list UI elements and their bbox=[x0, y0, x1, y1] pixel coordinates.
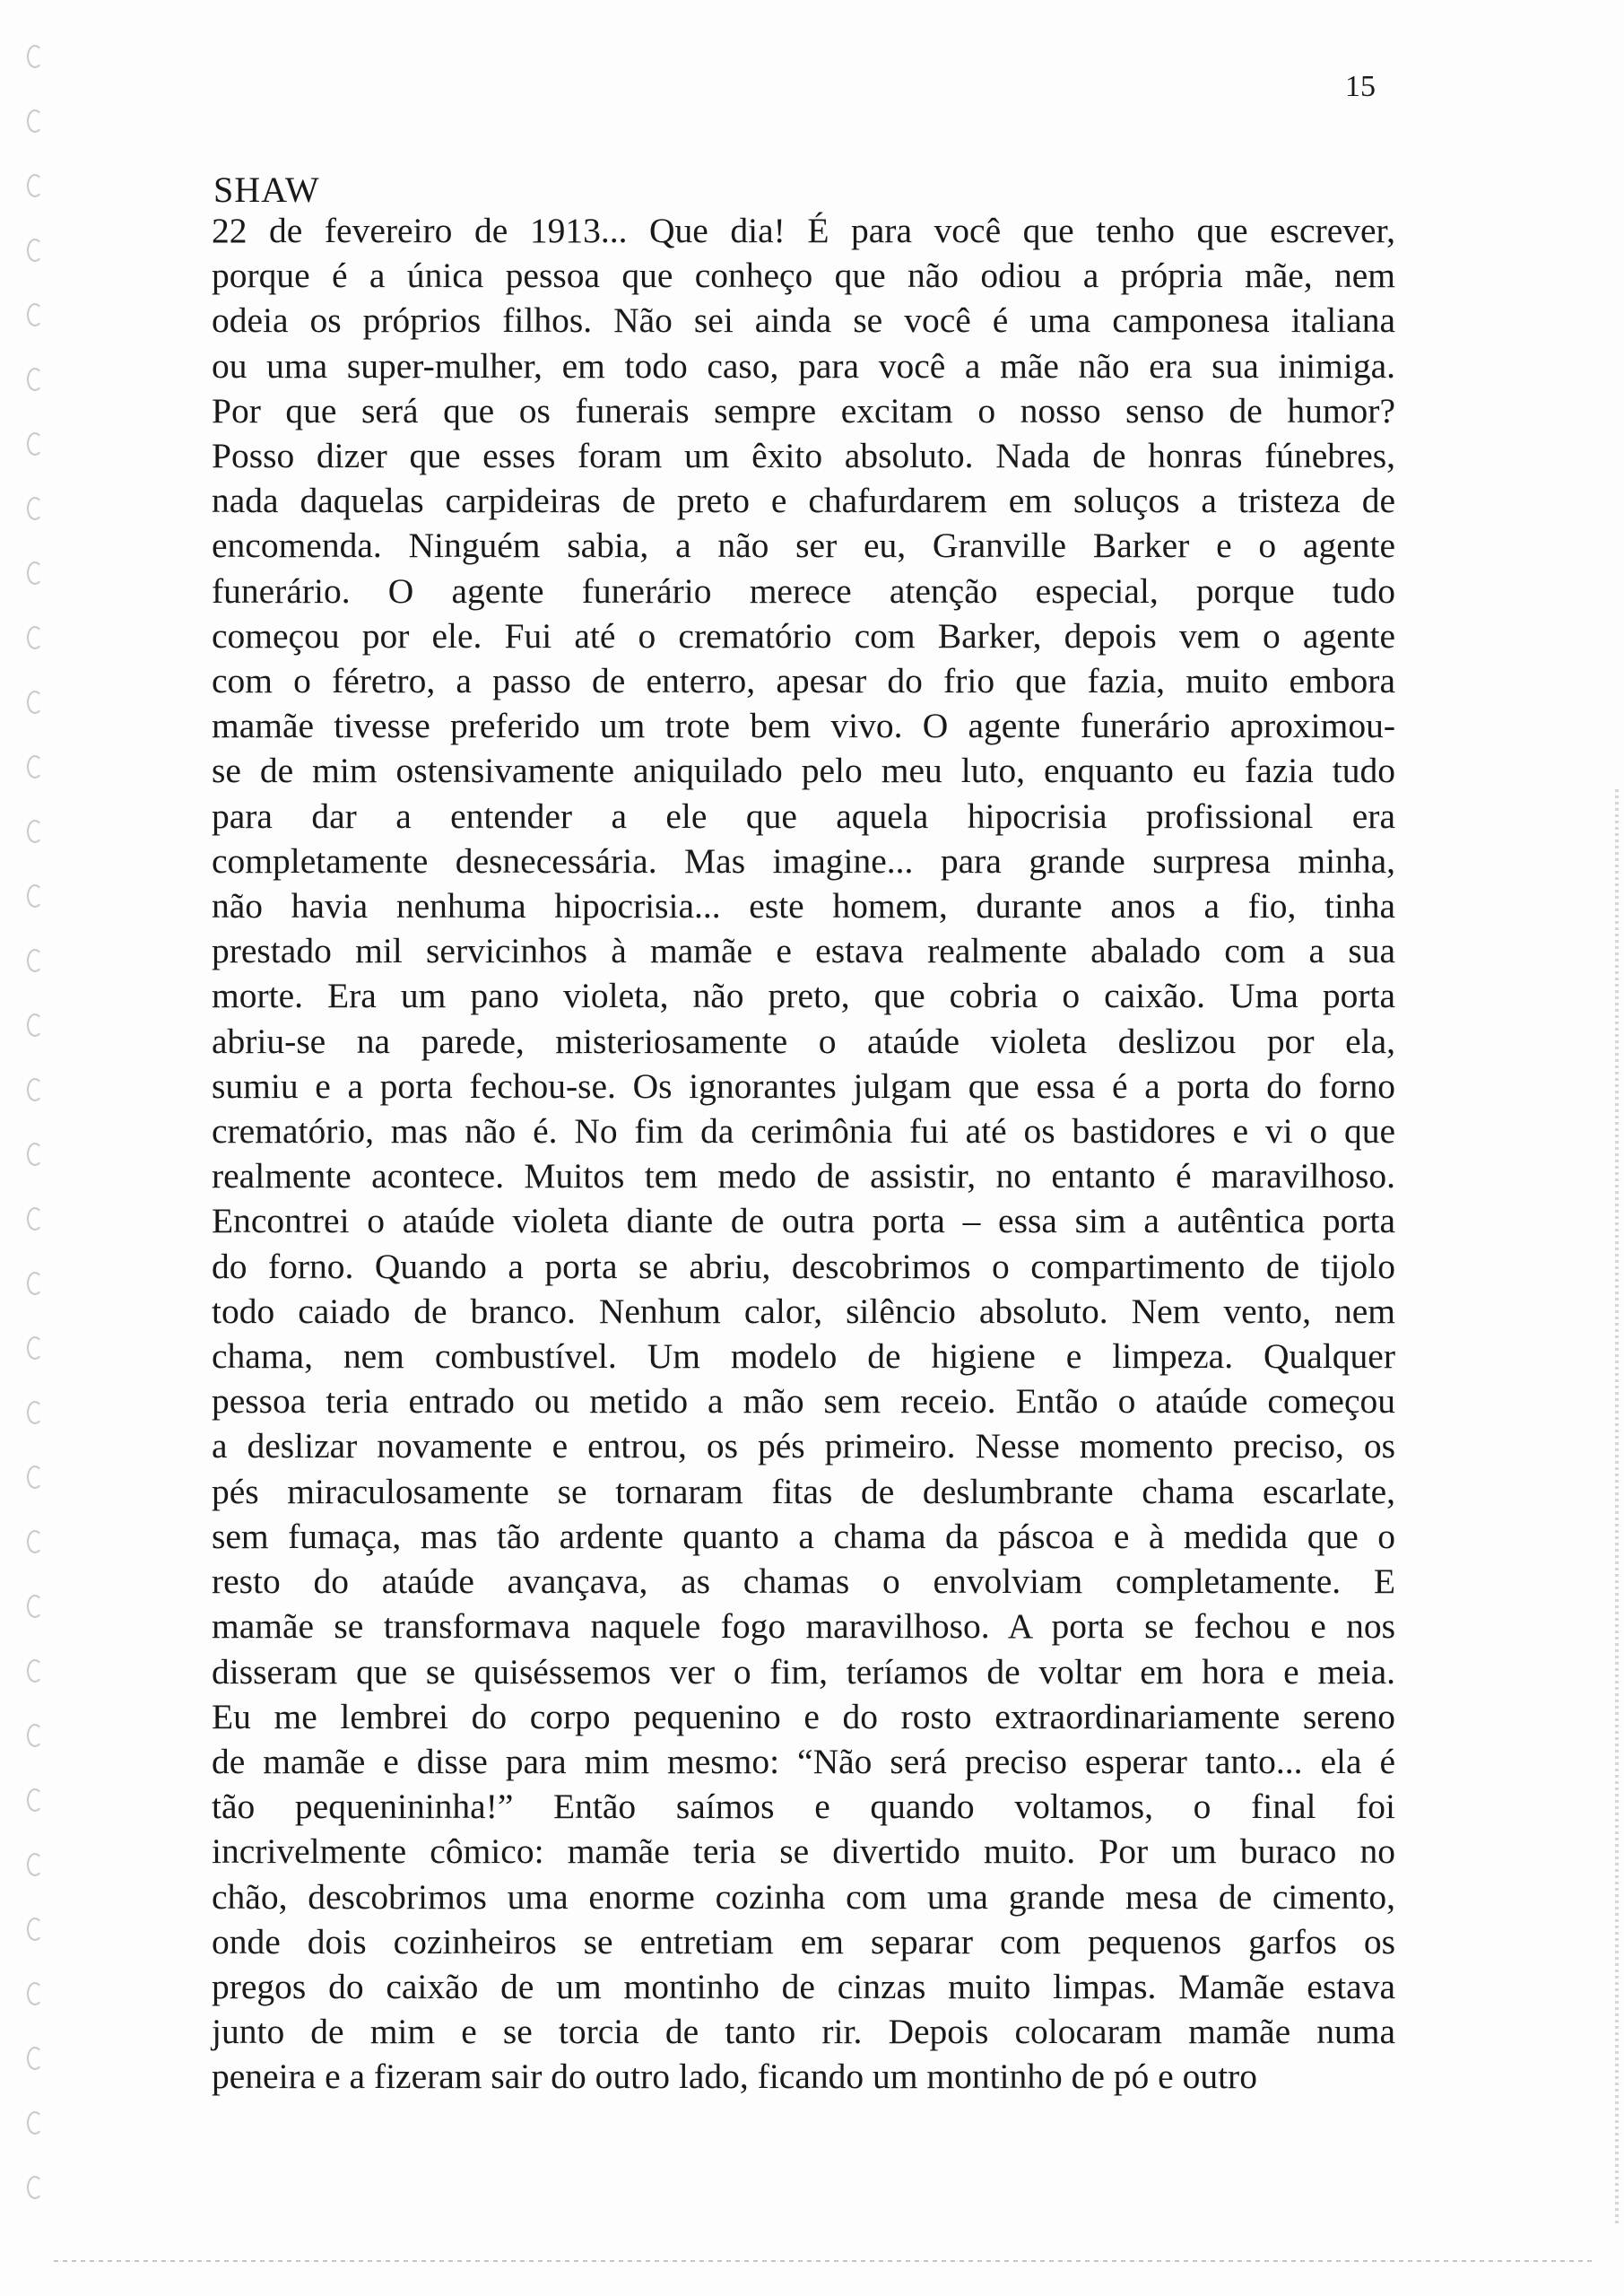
binding-hole bbox=[27, 303, 43, 326]
binding-hole bbox=[27, 884, 43, 908]
text-line: Encontrei o ataúde violeta diante de outra porta – essa sim a autêntica porta bbox=[212, 1201, 1395, 1241]
text-line: todo caiado de branco. Nenhum calor, silêncio absoluto. Nem vento, nem bbox=[212, 1291, 1395, 1331]
scan-edge-bottom bbox=[54, 2260, 1596, 2262]
binding-hole bbox=[27, 755, 43, 778]
text-line: para dar a entender a ele que aquela hipocrisia profissional era bbox=[212, 796, 1395, 836]
text-line: odeia os próprios filhos. Não sei ainda se você é uma camponesa italiana bbox=[212, 300, 1395, 341]
text-line: crematório, mas não é. No fim da cerimônia fui até os bastidores e vi o que bbox=[212, 1111, 1395, 1152]
text-line: peneira e a fizeram sair do outro lado, ficando um montinho de pó e outro bbox=[212, 2057, 1257, 2097]
binding-hole bbox=[27, 1143, 43, 1166]
text-line: Eu me lembrei do corpo pequenino e do rosto extraordinariamente sereno bbox=[212, 1696, 1395, 1736]
text-line: resto do ataúde avançava, as chamas o envolviam completamente. E bbox=[212, 1561, 1395, 1602]
binding-hole bbox=[27, 497, 43, 520]
binding-hole bbox=[27, 1272, 43, 1295]
text-line: do forno. Quando a porta se abriu, descobrimos o compartimento de tijolo bbox=[212, 1246, 1395, 1286]
binding-hole bbox=[27, 949, 43, 972]
binding-hole bbox=[27, 1982, 43, 2005]
binding-hole bbox=[27, 2047, 43, 2070]
body-paragraph bbox=[212, 208, 1395, 2100]
text-line: com o féretro, a passo de enterro, apesar do frio que fazia, muito embora bbox=[212, 661, 1395, 701]
section-heading: SHAW bbox=[213, 170, 320, 210]
text-line: Posso dizer que esses foram um êxito absoluto. Nada de honras fúnebres, bbox=[212, 436, 1395, 476]
binding-hole bbox=[27, 1078, 43, 1101]
text-line: sumiu e a porta fechou-se. Os ignorantes julgam que essa é a porta do forno bbox=[212, 1065, 1395, 1106]
text-line: de mamãe e disse para mim mesmo: “Não será preciso esperar tanto... ela é bbox=[212, 1741, 1395, 1781]
binding-hole bbox=[27, 368, 43, 391]
binding-hole bbox=[27, 45, 43, 68]
text-line: encomenda. Ninguém sabia, a não ser eu, Granville Barker e o agente bbox=[212, 526, 1395, 566]
binding-hole bbox=[27, 626, 43, 649]
text-line: Por que será que os funerais sempre excitam o nosso senso de humor? bbox=[212, 390, 1395, 430]
text-line: tão pequenininha!” Então saímos e quando voltamos, o final foi bbox=[212, 1787, 1395, 1827]
text-line: mamãe tivesse preferido um trote bem vivo. O agente funerário aproximou- bbox=[212, 706, 1395, 746]
binding-hole bbox=[27, 561, 43, 585]
text-line: a deslizar novamente e entrou, os pés primeiro. Nesse momento preciso, os bbox=[212, 1426, 1395, 1466]
text-line: 22 de fevereiro de 1913... Que dia! É para você que tenho que escrever, bbox=[212, 211, 1395, 250]
text-line: incrivelmente cômico: mamãe teria se divertido muito. Por um buraco no bbox=[212, 1831, 1395, 1872]
scan-edge-right bbox=[1615, 789, 1619, 2224]
binding-hole bbox=[27, 1724, 43, 1747]
binding-hole bbox=[27, 1918, 43, 1941]
binding-hole bbox=[27, 1853, 43, 1876]
text-line: pés miraculosamente se tornaram fitas de deslumbrante chama escarlate, bbox=[212, 1471, 1395, 1511]
text-line: onde dois cozinheiros se entretiam em separar com pequenos garfos os bbox=[212, 1921, 1395, 1961]
binding-holes bbox=[20, 36, 65, 2260]
binding-hole bbox=[27, 1465, 43, 1489]
text-line: começou por ele. Fui até o crematório com Barker, depois vem o agente bbox=[212, 615, 1395, 656]
binding-hole bbox=[27, 1013, 43, 1037]
text-line: pessoa teria entrado ou metido a mão sem receio. Então o ataúde começou bbox=[212, 1381, 1395, 1422]
text-line: realmente acontece. Muitos tem medo de assistir, no entanto é maravilhoso. bbox=[212, 1156, 1395, 1196]
text-line: prestado mil servicinhos à mamãe e estava realmente abalado com a sua bbox=[212, 931, 1395, 971]
binding-hole bbox=[27, 1659, 43, 1683]
binding-hole bbox=[27, 691, 43, 714]
binding-hole bbox=[27, 2111, 43, 2135]
text-line: porque é a única pessoa que conheço que não odiou a própria mãe, nem bbox=[212, 256, 1395, 296]
text-line: ou uma super-mulher, em todo caso, para você a mãe não era sua inimiga. bbox=[212, 345, 1395, 386]
text-line: sem fumaça, mas tão ardente quanto a chama da páscoa e à medida que o bbox=[212, 1516, 1395, 1556]
text-line: disseram que se quiséssemos ver o fim, teríamos de voltar em hora e meia. bbox=[212, 1651, 1395, 1692]
text-line: mamãe se transformava naquele fogo maravilhoso. A porta se fechou e nos bbox=[212, 1606, 1395, 1647]
binding-hole bbox=[27, 2176, 43, 2199]
text-line: completamente desnecessária. Mas imagine... para grande surpresa minha, bbox=[212, 840, 1395, 881]
text-line: morte. Era um pano violeta, não preto, que cobria o caixão. Uma porta bbox=[212, 976, 1395, 1016]
page-number: 15 bbox=[1345, 70, 1376, 103]
text-line: se de mim ostensivamente aniquilado pelo meu luto, enquanto eu fazia tudo bbox=[212, 751, 1395, 791]
text-line: abriu-se na parede, misteriosamente o ataúde violeta deslizou por ela, bbox=[212, 1021, 1395, 1061]
binding-hole bbox=[27, 1788, 43, 1812]
binding-hole bbox=[27, 174, 43, 197]
binding-hole bbox=[27, 820, 43, 843]
binding-hole bbox=[27, 1401, 43, 1424]
text-line: pregos do caixão de um montinho de cinzas muito limpas. Mamãe estava bbox=[212, 1966, 1395, 2006]
binding-hole bbox=[27, 1207, 43, 1231]
text-line: não havia nenhuma hipocrisia... este homem, durante anos a fio, tinha bbox=[212, 886, 1395, 926]
binding-hole bbox=[27, 1336, 43, 1360]
text-line: junto de mim e se torcia de tanto rir. Depois colocaram mamãe numa bbox=[212, 2012, 1395, 2052]
text-line: nada daquelas carpideiras de preto e chafurdarem em soluços a tristeza de bbox=[212, 481, 1395, 521]
text-line: chão, descobrimos uma enorme cozinha com uma grande mesa de cimento, bbox=[212, 1876, 1395, 1917]
binding-hole bbox=[27, 1595, 43, 1618]
binding-hole bbox=[27, 109, 43, 133]
binding-hole bbox=[27, 1530, 43, 1553]
text-line: chama, nem combustível. Um modelo de higiene e limpeza. Qualquer bbox=[212, 1336, 1395, 1377]
binding-hole bbox=[27, 239, 43, 262]
binding-hole bbox=[27, 432, 43, 456]
text-line: funerário. O agente funerário merece atenção especial, porque tudo bbox=[212, 570, 1395, 611]
